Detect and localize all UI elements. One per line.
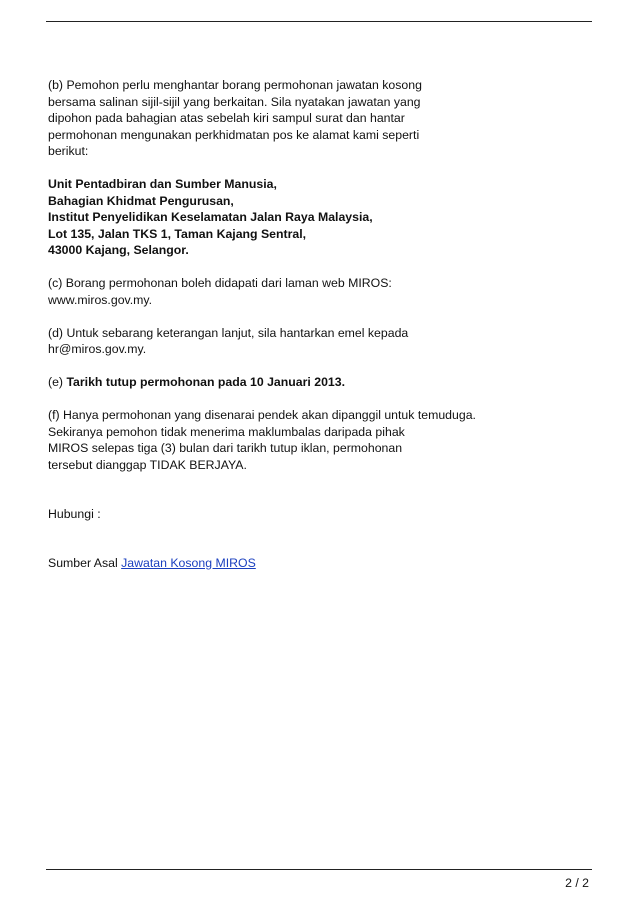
- paragraph-f: [48, 407, 568, 473]
- source-text: [48, 555, 568, 572]
- contact-label-text: Hubungi :: [48, 506, 101, 521]
- paragraph-d-line: (d) Untuk sebarang keterangan lanjut, sila hantarkan emel kepada: [48, 325, 409, 340]
- paragraph-b-line: permohonan mengunakan perkhidmatan pos ke alamat kami seperti: [48, 127, 420, 142]
- mailing-address: [48, 176, 568, 259]
- paragraph-c-line: (c) Borang permohonan boleh didapati dari laman web MIROS:: [48, 276, 392, 290]
- paragraph-c: [48, 275, 568, 308]
- paragraph-f-line: tersebut dianggap TIDAK BERJAYA.: [48, 457, 247, 472]
- paragraph-b-line: berikut:: [48, 144, 89, 158]
- address-line: Unit Pentadbiran dan Sumber Manusia,: [48, 177, 277, 191]
- source-line: [48, 555, 568, 572]
- address-line: Bahagian Khidmat Pengurusan,: [48, 193, 234, 208]
- closing-date-text: Tarikh tutup permohonan pada 10 Januari 2013.: [66, 375, 346, 389]
- paragraph-f-line: Sekiranya pemohon tidak menerima maklumbalas daripada pihak: [48, 424, 405, 439]
- paragraph-b: [48, 77, 568, 160]
- spacer: [48, 490, 568, 506]
- address-line: Lot 135, Jalan TKS 1, Taman Kajang Sentral,: [48, 226, 307, 241]
- paragraph-e-line: [48, 374, 568, 391]
- address-line: Institut Penyelidikan Keselamatan Jalan Raya Malaysia,: [48, 210, 373, 224]
- paragraph-f-line: (f) Hanya permohonan yang disenarai pendek akan dipanggil untuk temuduga.: [48, 408, 476, 422]
- paragraph-b-line: bersama salinan sijil-sijil yang berkaitan. Sila nyatakan jawatan yang: [48, 94, 421, 109]
- address-line: 43000 Kajang, Selangor.: [48, 243, 189, 257]
- footer-rule: [46, 869, 592, 870]
- paragraph-e: [48, 374, 568, 391]
- source-prefix: Sumber Asal: [48, 555, 122, 570]
- paragraph-b-line: dipohon pada bahagian atas sebelah kiri sampul surat dan hantar: [48, 111, 405, 125]
- website-text: www.miros.gov.my.: [48, 292, 153, 307]
- page-body: [48, 77, 568, 588]
- page-number: 2 / 2: [565, 876, 589, 890]
- header-rule: [46, 21, 592, 22]
- paragraph-f-line: MIROS selepas tiga (3) bulan dari tarikh tutup iklan, permohonan: [48, 441, 403, 455]
- spacer: [48, 539, 568, 555]
- paragraph-d: [48, 325, 568, 358]
- paragraph-e-prefix: (e): [48, 375, 67, 389]
- source-link[interactable]: Jawatan Kosong MIROS: [121, 555, 256, 570]
- contact-label: [48, 506, 568, 523]
- paragraph-b-line: (b) Pemohon perlu menghantar borang permohonan jawatan kosong: [48, 78, 422, 92]
- email-text: hr@miros.gov.my.: [48, 342, 147, 356]
